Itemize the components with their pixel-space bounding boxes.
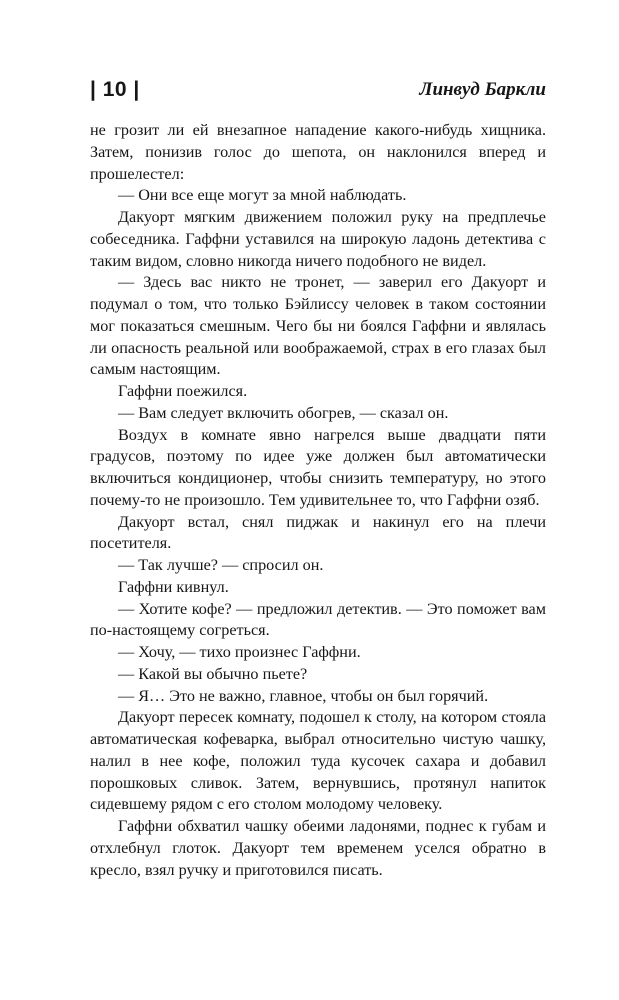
paragraph: Гаффни кивнул. bbox=[118, 577, 229, 596]
paragraph: — Хотите кофе? — предложил детектив. — Это поможет вам по-настоящему согреться. bbox=[90, 599, 546, 640]
page-number: | 10 | bbox=[90, 78, 140, 101]
body-text bbox=[90, 120, 546, 881]
paragraph: Гаффни обхватил чашку обеими ладонями, поднес к губам и отхлебнул глоток. Дакуорт тем временем уселся обратно в кресло, взял ручку и приготовился писать. bbox=[90, 817, 546, 879]
page-header bbox=[90, 76, 546, 104]
paragraph: не грозит ли ей внезапное нападение какого-нибудь хищника. Затем, понизив голос до шепота, он наклонился вперед и прошелестел: bbox=[90, 121, 546, 183]
paragraph: — Здесь вас никто не тронет, — заверил его Дакуорт и подумал о том, что только Бэйлиссу человек в таком состоянии мог показаться смешным. Чего бы ни боялся Гаффни и являлась ли опасность реальной или воображаемой, страх в его глазах был самым настоящим. bbox=[90, 273, 546, 379]
paragraph: — Хочу, — тихо произнес Гаффни. bbox=[118, 643, 361, 661]
paragraph: — Они все еще могут за мной наблюдать. bbox=[118, 186, 407, 205]
paragraph: — Вам следует включить обогрев, — сказал он. bbox=[118, 403, 449, 422]
paragraph: Дакуорт встал, снял пиджак и накинул его на плечи посетителя. bbox=[90, 512, 546, 553]
paragraph: Дакуорт пересек комнату, подошел к столу, на котором стояла автоматическая кофеварка, выбрал относительно чистую чашку, налил в нее кофе, положил туда кусочек сахара и добавил порошковых сливок. Затем, вернувшись, протянул напиток сидевшему рядом с его столом молодому человеку. bbox=[90, 708, 546, 814]
paragraph: Дакуорт мягким движением положил руку на предплечье собеседника. Гаффни уставился на широкую ладонь детектива с таким видом, словно никогда ничего подобного не видел. bbox=[90, 208, 546, 270]
paragraph: Воздух в комнате явно нагрелся выше двадцати пяти градусов, поэтому по идее уже должен был автоматически включиться кондиционер, чтобы снизить температуру, но этого почему-то не произошло. Тем удивительнее то, что Гаффни озяб. bbox=[90, 425, 546, 509]
paragraph: Гаффни поежился. bbox=[118, 382, 248, 400]
paragraph: — Так лучше? — спросил он. bbox=[118, 556, 324, 574]
running-head-author: Линвуд Баркли bbox=[419, 79, 546, 100]
paragraph: — Я… Это не важно, главное, чтобы он был горячий. bbox=[118, 686, 489, 705]
paragraph: — Какой вы обычно пьете? bbox=[118, 664, 308, 683]
